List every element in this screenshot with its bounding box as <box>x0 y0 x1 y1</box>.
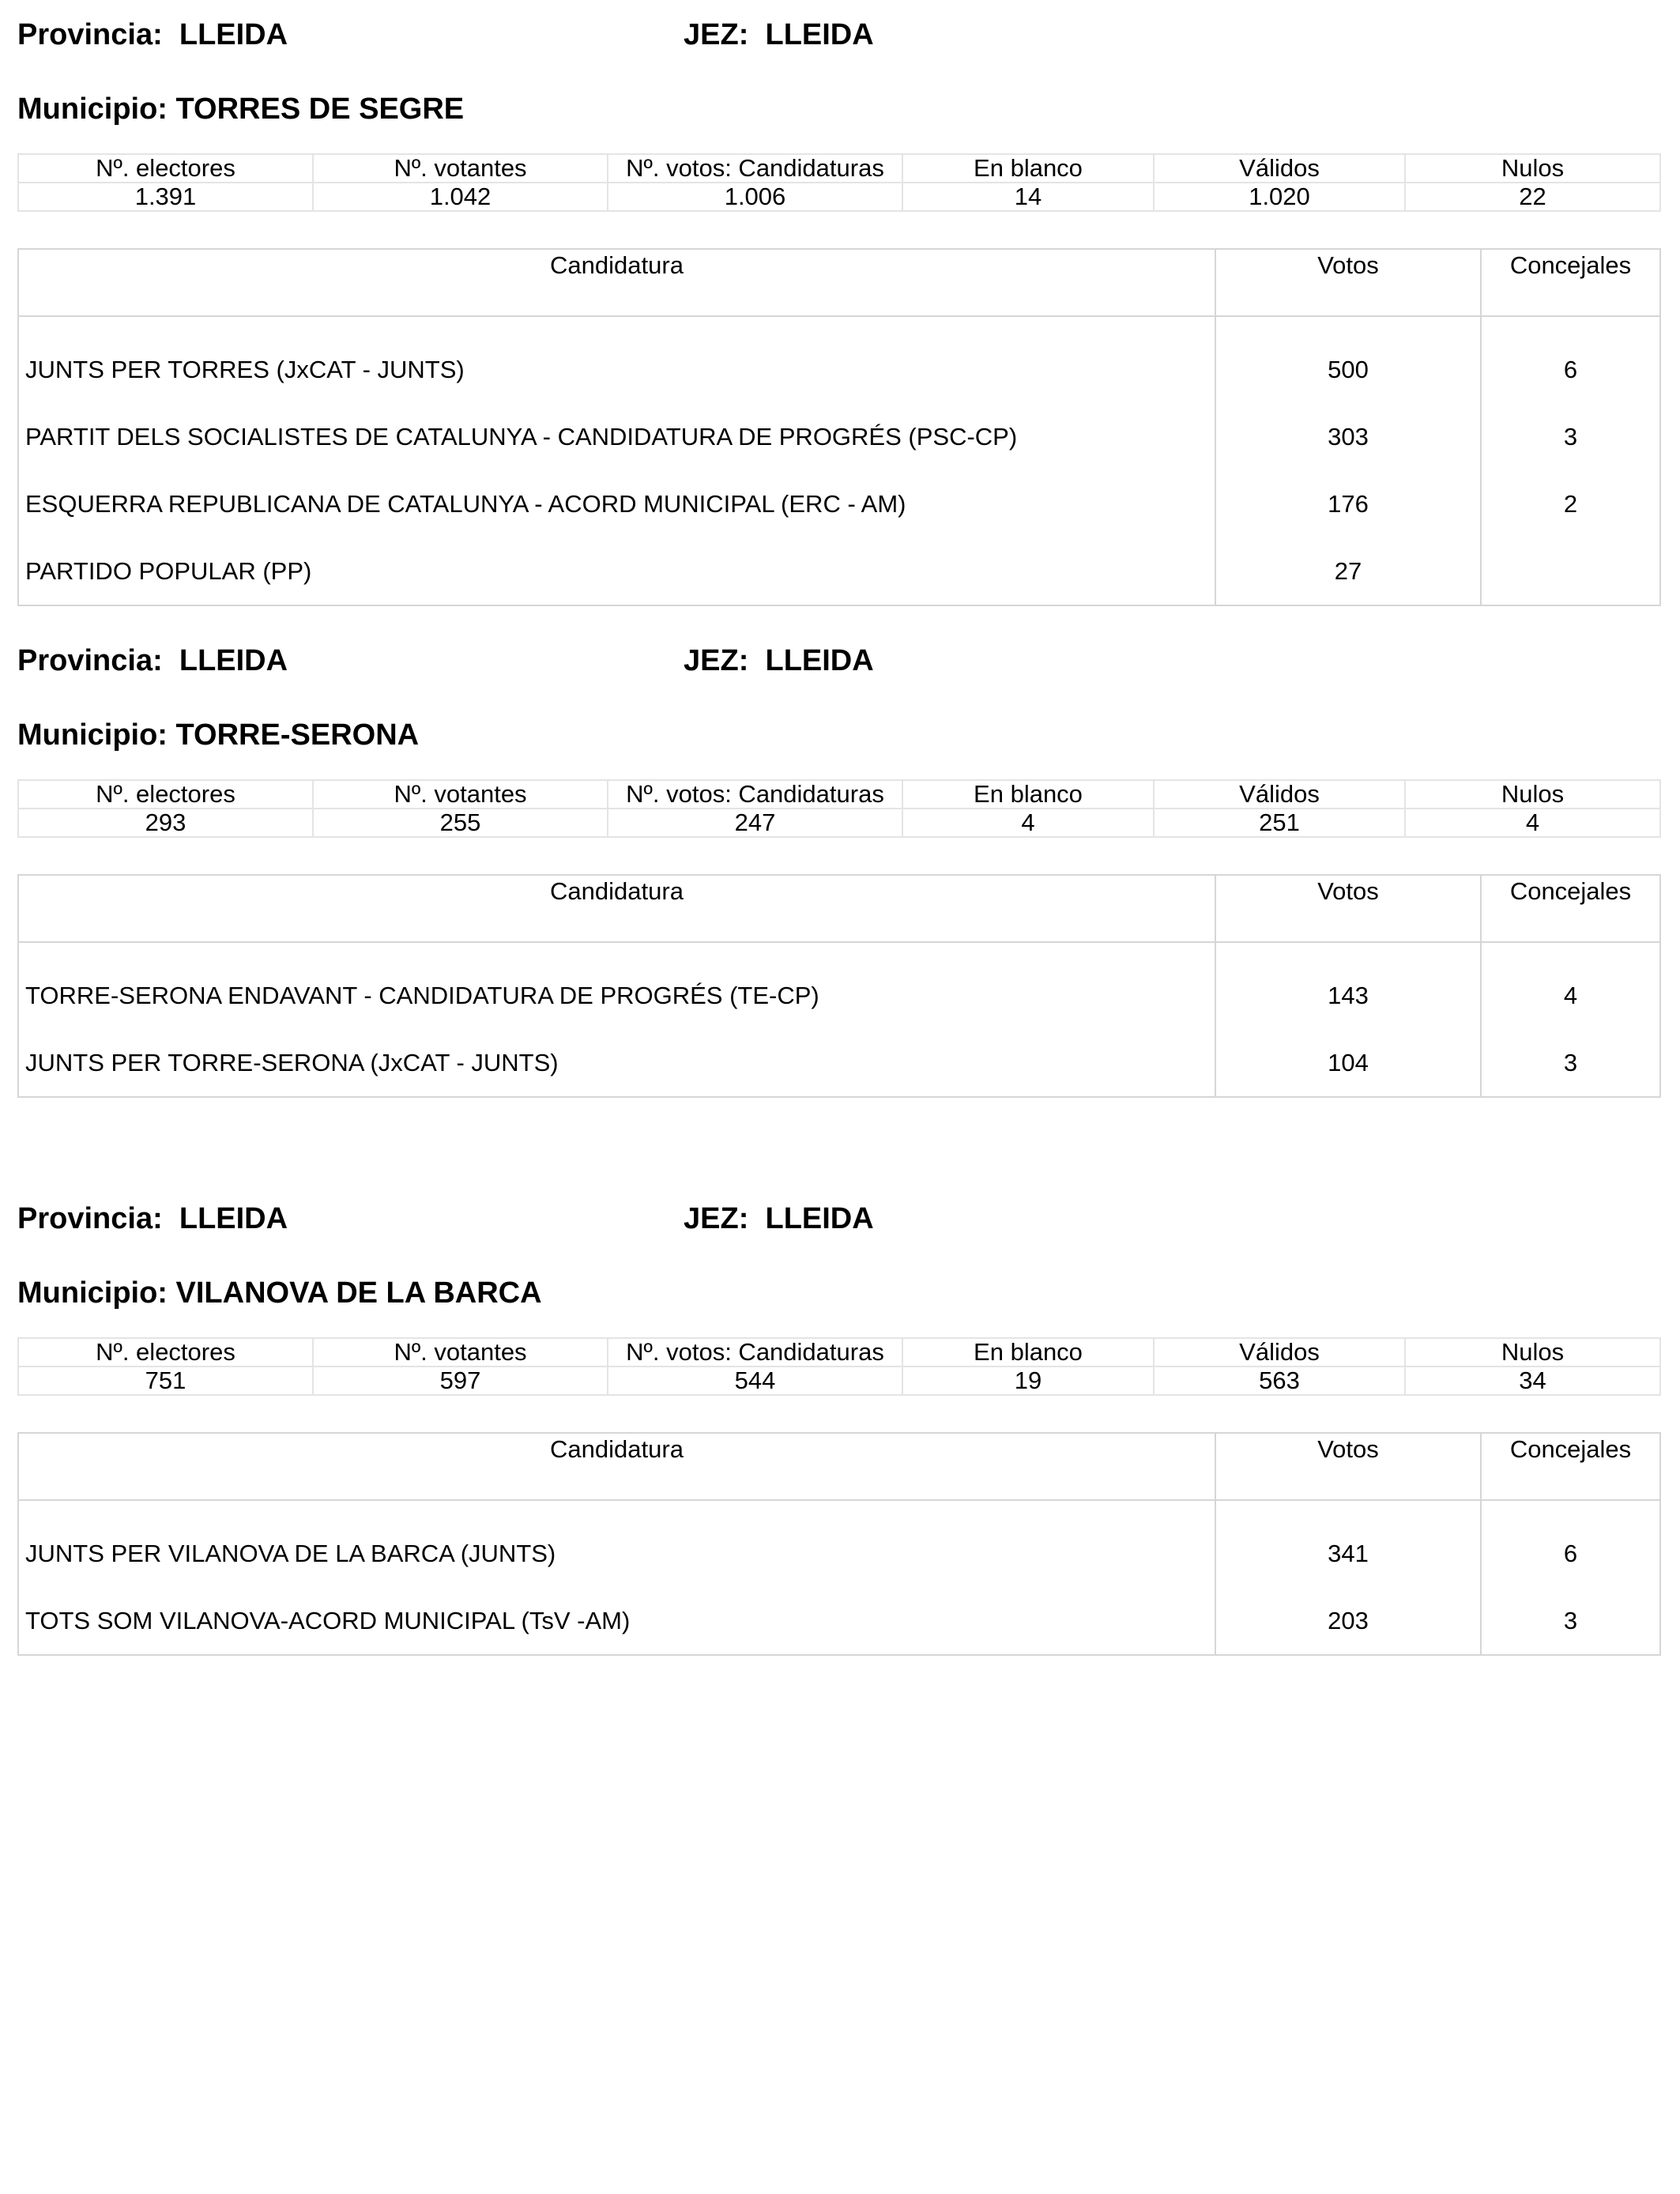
candidate-concejales: 6 <box>1481 1500 1660 1587</box>
stats-header-votantes: Nº. votantes <box>313 780 608 809</box>
candidate-name: TOTS SOM VILANOVA-ACORD MUNICIPAL (TsV -AM) <box>25 1606 631 1634</box>
candidate-row <box>18 1500 1660 1587</box>
municipio-title: Municipio: VILANOVA DE LA BARCA <box>17 1276 542 1310</box>
municipality-section-torre-serona <box>17 637 1659 1098</box>
provincia-field: Provincia: LLEIDA <box>17 644 288 677</box>
candidate-name: TORRE-SERONA ENDAVANT - CANDIDATURA DE PROGRÉS (TE-CP) <box>25 981 819 1009</box>
candidate-row <box>18 1587 1660 1655</box>
candidatura-header: Candidatura <box>18 249 1215 316</box>
header-line <box>17 1195 1659 1242</box>
stats-validos: 251 <box>1154 809 1405 837</box>
stats-votantes: 1.042 <box>313 183 608 211</box>
candidate-votos: 341 <box>1215 1500 1481 1587</box>
candidate-votos: 143 <box>1215 942 1481 1029</box>
municipality-section-vilanova-de-la-barca <box>17 1195 1659 1656</box>
candidate-votos: 500 <box>1215 316 1481 403</box>
stats-value-row <box>18 183 1660 211</box>
municipio-value: VILANOVA DE LA BARCA <box>175 1276 542 1310</box>
stats-votantes: 597 <box>313 1367 608 1395</box>
stats-validos: 563 <box>1154 1367 1405 1395</box>
stats-header-row <box>18 780 1660 809</box>
candidate-row <box>18 403 1660 470</box>
candidate-name: JUNTS PER VILANOVA DE LA BARCA (JUNTS) <box>25 1539 556 1567</box>
candidate-name: PARTIT DELS SOCIALISTES DE CATALUNYA - CANDIDATURA DE PROGRÉS (PSC-CP) <box>25 422 1018 450</box>
candidate-concejales: 3 <box>1481 403 1660 470</box>
candidate-concejales: 6 <box>1481 316 1660 403</box>
jez-field: JEZ: LLEIDA <box>684 1202 874 1235</box>
concejales-header: Concejales <box>1481 1433 1660 1500</box>
provincia-value: LLEIDA <box>179 644 288 677</box>
candidates-header-row <box>18 249 1660 316</box>
stats-header-votos-candidaturas: Nº. votos: Candidaturas <box>608 1338 902 1367</box>
candidates-table <box>17 1432 1661 1656</box>
stats-header-validos: Válidos <box>1154 154 1405 183</box>
stats-header-electores: Nº. electores <box>18 780 313 809</box>
stats-nulos: 4 <box>1405 809 1660 837</box>
candidate-concejales: 3 <box>1481 1587 1660 1655</box>
stats-electores: 293 <box>18 809 313 837</box>
municipality-section-torres-de-segre <box>17 11 1659 606</box>
stats-en-blanco: 4 <box>902 809 1154 837</box>
concejales-header: Concejales <box>1481 249 1660 316</box>
candidate-name: PARTIDO POPULAR (PP) <box>25 556 312 585</box>
jez-value: LLEIDA <box>765 644 874 677</box>
stats-value-row <box>18 1367 1660 1395</box>
stats-table <box>17 779 1661 838</box>
jez-field: JEZ: LLEIDA <box>684 644 874 677</box>
candidatura-header: Candidatura <box>18 1433 1215 1500</box>
candidates-table <box>17 874 1661 1098</box>
candidate-votos: 303 <box>1215 403 1481 470</box>
stats-header-votantes: Nº. votantes <box>313 154 608 183</box>
stats-electores: 751 <box>18 1367 313 1395</box>
municipio-value: TORRE-SERONA <box>175 718 420 752</box>
jez-value: LLEIDA <box>765 18 874 51</box>
candidate-concejales: 4 <box>1481 942 1660 1029</box>
header-line <box>17 11 1659 58</box>
votos-header: Votos <box>1215 249 1481 316</box>
concejales-header: Concejales <box>1481 875 1660 942</box>
candidate-votos: 104 <box>1215 1029 1481 1097</box>
provincia-value: LLEIDA <box>179 1202 288 1235</box>
candidate-name: JUNTS PER TORRE-SERONA (JxCAT - JUNTS) <box>25 1048 559 1076</box>
candidate-row <box>18 537 1660 605</box>
candidate-name: ESQUERRA REPUBLICANA DE CATALUNYA - ACORD MUNICIPAL (ERC - AM) <box>25 489 906 518</box>
candidate-row <box>18 1029 1660 1097</box>
stats-header-votantes: Nº. votantes <box>313 1338 608 1367</box>
provincia-field: Provincia: LLEIDA <box>17 1202 288 1235</box>
stats-votos-candidaturas: 247 <box>608 809 902 837</box>
votos-header: Votos <box>1215 1433 1481 1500</box>
municipio-title: Municipio: TORRE-SERONA <box>17 718 420 752</box>
stats-nulos: 22 <box>1405 183 1660 211</box>
stats-en-blanco: 14 <box>902 183 1154 211</box>
stats-table <box>17 153 1661 212</box>
jez-value: LLEIDA <box>765 1202 874 1235</box>
candidates-header-row <box>18 875 1660 942</box>
stats-en-blanco: 19 <box>902 1367 1154 1395</box>
header-line <box>17 637 1659 684</box>
candidate-concejales: 2 <box>1481 470 1660 537</box>
stats-header-en-blanco: En blanco <box>902 1338 1154 1367</box>
candidate-row <box>18 942 1660 1029</box>
stats-header-validos: Válidos <box>1154 780 1405 809</box>
stats-header-en-blanco: En blanco <box>902 154 1154 183</box>
stats-header-row <box>18 154 1660 183</box>
candidate-votos: 203 <box>1215 1587 1481 1655</box>
municipio-title: Municipio: TORRES DE SEGRE <box>17 92 465 126</box>
stats-votos-candidaturas: 1.006 <box>608 183 902 211</box>
stats-votos-candidaturas: 544 <box>608 1367 902 1395</box>
stats-header-votos-candidaturas: Nº. votos: Candidaturas <box>608 154 902 183</box>
stats-header-electores: Nº. electores <box>18 1338 313 1367</box>
stats-header-en-blanco: En blanco <box>902 780 1154 809</box>
stats-header-electores: Nº. electores <box>18 154 313 183</box>
stats-votantes: 255 <box>313 809 608 837</box>
candidate-votos: 176 <box>1215 470 1481 537</box>
provincia-value: LLEIDA <box>179 18 288 51</box>
candidate-row <box>18 470 1660 537</box>
stats-header-nulos: Nulos <box>1405 154 1660 183</box>
stats-header-nulos: Nulos <box>1405 1338 1660 1367</box>
stats-nulos: 34 <box>1405 1367 1660 1395</box>
stats-header-row <box>18 1338 1660 1367</box>
candidate-name: JUNTS PER TORRES (JxCAT - JUNTS) <box>25 355 465 383</box>
stats-table <box>17 1337 1661 1396</box>
candidates-table <box>17 248 1661 606</box>
stats-header-votos-candidaturas: Nº. votos: Candidaturas <box>608 780 902 809</box>
jez-field: JEZ: LLEIDA <box>684 18 874 51</box>
candidate-concejales <box>1481 537 1660 605</box>
candidate-votos: 27 <box>1215 537 1481 605</box>
municipio-value: TORRES DE SEGRE <box>175 92 465 126</box>
stats-header-validos: Válidos <box>1154 1338 1405 1367</box>
candidate-row <box>18 316 1660 403</box>
stats-value-row <box>18 809 1660 837</box>
candidates-header-row <box>18 1433 1660 1500</box>
votos-header: Votos <box>1215 875 1481 942</box>
provincia-field: Provincia: LLEIDA <box>17 18 288 51</box>
stats-header-nulos: Nulos <box>1405 780 1660 809</box>
candidatura-header: Candidatura <box>18 875 1215 942</box>
candidate-concejales: 3 <box>1481 1029 1660 1097</box>
stats-validos: 1.020 <box>1154 183 1405 211</box>
stats-electores: 1.391 <box>18 183 313 211</box>
